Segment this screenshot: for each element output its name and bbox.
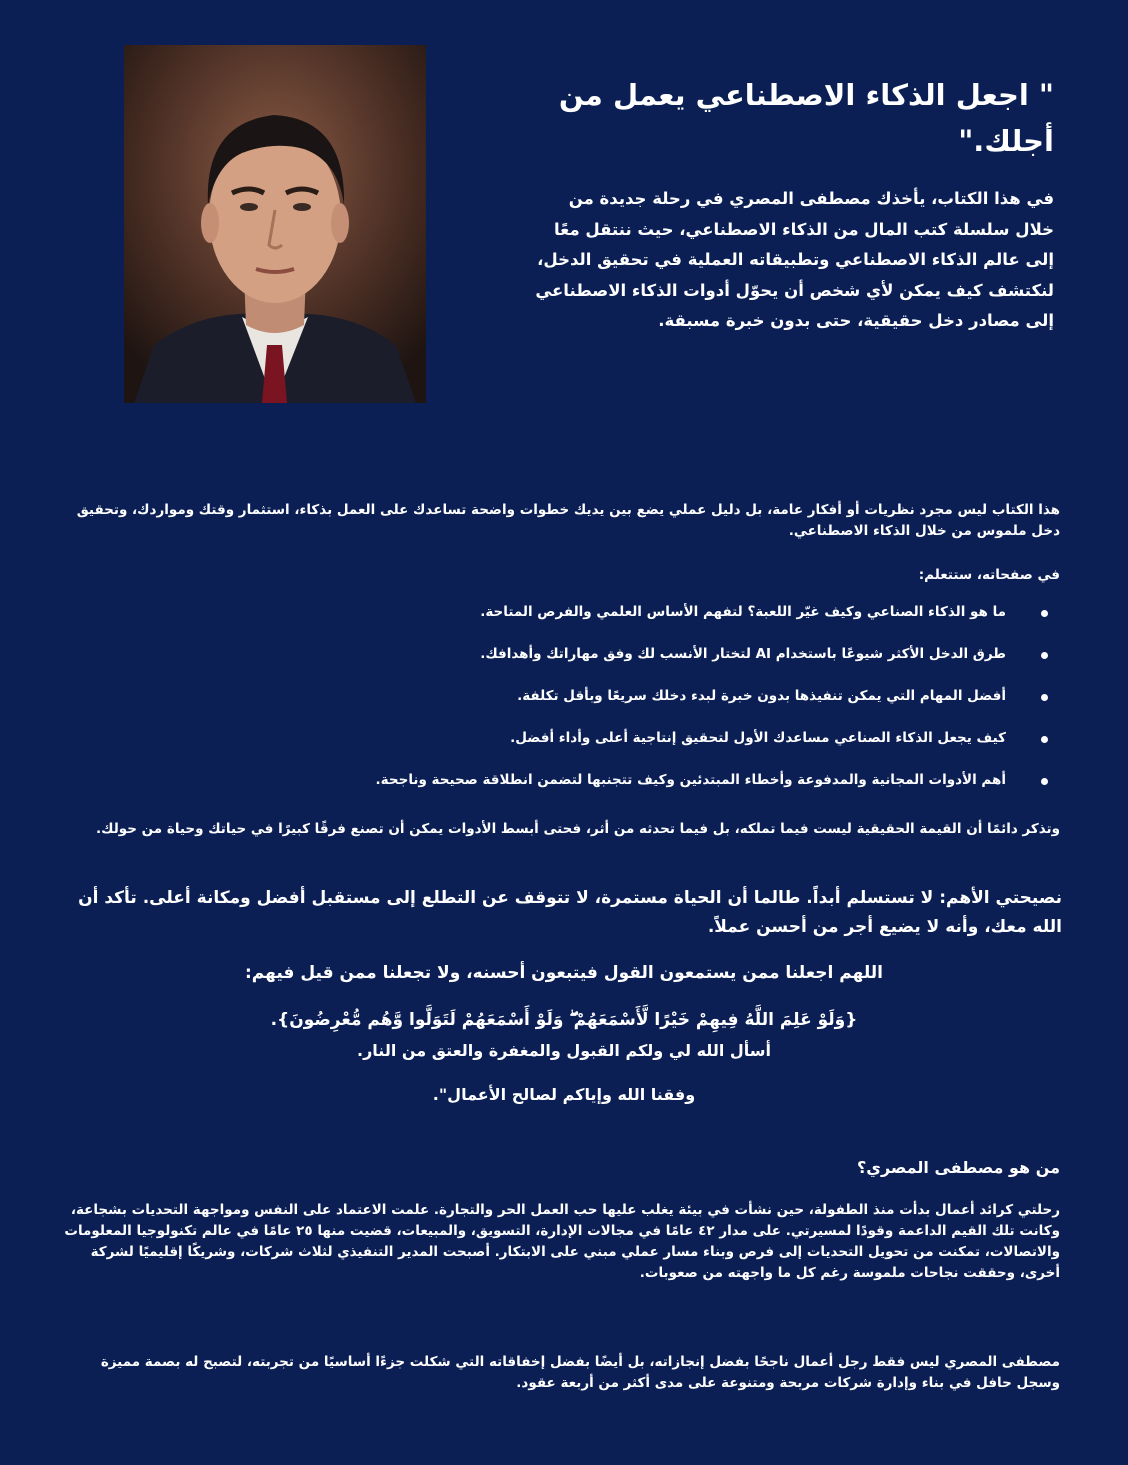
bullet-icon [1041, 652, 1048, 659]
list-item-text: أفضل المهام التي يمكن تنفيذها بدون خبرة لبدء دخلك سريعًا وبأقل تكلفة. [517, 688, 1006, 704]
prayer-line: أسأل الله لي ولكم القبول والمغفرة والعتق من النار. [356, 1041, 771, 1060]
learn-heading: في صفحاته، ستتعلم: [918, 567, 1060, 583]
author-portrait [124, 45, 426, 403]
bullet-icon [1041, 778, 1048, 785]
list-item-text: ما هو الذكاء الصناعي وكيف غيّر اللعبة؟ لتفهم الأساس العلمي والفرص المتاحة. [480, 604, 1006, 620]
remember-paragraph: وتذكر دائمًا أن القيمة الحقيقية ليست فيما تملكه، بل فيما تحدثه من أثر، فحتى أبسط الأدوات يمكن أن تصنع فرقًا كبيرًا في حياتك وحياة من حولك. [96, 821, 1060, 837]
list-item [120, 730, 1024, 772]
advice-paragraph: نصيحتي الأهم: لا تستسلم أبداً. طالما أن الحياة مستمرة، لا تتوقف عن التطلع إلى مستقبل أفضل ومكانة أعلى. تأكد أن الله معك، وأنه لا يضيع أجر من أحسن عملاً. [78, 888, 1062, 937]
list-item-text: أهم الأدوات المجانية والمدفوعة وأخطاء المبتدئين وكيف تتجنبها لتضمن انطلاقة صحيحة وناجحة. [375, 772, 1006, 788]
list-item [120, 604, 1024, 646]
bullet-icon [1041, 736, 1048, 743]
book-description: هذا الكتاب ليس مجرد نظريات أو أفكار عامة، بل دليل عملي يضع بين يديك خطوات واضحة تساعدك على العمل بذكاء، استثمار وقتك ومواردك، وتحقيق دخل ملموس من خلال الذكاء الاصطناعي. [76, 502, 1060, 539]
learning-points-list [120, 604, 1024, 814]
bullet-icon [1041, 694, 1048, 701]
list-item [120, 646, 1024, 688]
bullet-icon [1041, 610, 1048, 617]
author-section-title: من هو مصطفى المصري؟ [857, 1158, 1060, 1177]
list-item [120, 688, 1024, 730]
author-photo-illustration [124, 45, 426, 403]
headline-quote: " اجعل الذكاء الاصطناعي يعمل من أجلك." [558, 78, 1054, 158]
intro-paragraph: في هذا الكتاب، يأخذك مصطفى المصري في رحلة جديدة من خلال سلسلة كتب المال من الذكاء الاصطناعي، حيث ننتقل معًا إلى عالم الذكاء الاصطناعي وتطبيقاته العملية في تحقيق الدخل، لنكتشف كيف يمكن لأي شخص أن يحوّل أدوات الذكاء الاصطناعي إلى مصادر دخل حقيقية، حتى بدون خبرة مسبقة. [535, 189, 1054, 330]
dua-line: اللهم اجعلنا ممن يستمعون القول فيتبعون أحسنه، ولا تجعلنا ممن قيل فيهم: [244, 963, 883, 983]
list-item-text: كيف يجعل الذكاء الصناعي مساعدك الأول لتحقيق إنتاجية أعلى وأداء أفضل. [510, 730, 1006, 746]
list-item-text: طرق الدخل الأكثر شيوعًا باستخدام AI لتختار الأنسب لك وفق مهاراتك وأهدافك. [480, 646, 1006, 662]
author-bio-paragraph: رحلتي كرائد أعمال بدأت منذ الطفولة، حين نشأت في بيئة يغلب عليها حب العمل الحر والتجارة. علمت الاعتماد على النفس ومواجهة التحديات بشجاعة، وكانت تلك القيم الداعمة وقودًا لمسيرتي. على مدار ٤٢ عامًا في مجالات الإدارة، التسويق، والمبيعات، قضيت منها ٢٥ عامًا في عالم تكنولوجيا المعلومات والاتصالات، تمكنت من تحويل التحديات إلى فرص وبناء مسار عملي مبني على الابتكار. أصبحت المدير التنفيذي لثلاث شركات، وشريكًا إقليميًا لشركة أخرى، وحققت نجاحات ملموسة رغم كل ما واجهته من صعوبات. [64, 1202, 1060, 1281]
quran-verse: {وَلَوْ عَلِمَ اللَّهُ فِيهِمْ خَيْرًا لَّأَسْمَعَهُمْ ۖ وَلَوْ أَسْمَعَهُمْ لَتَوَلَّوا وَّهُم مُّعْرِضُونَ}. [270, 1010, 858, 1030]
list-item [120, 772, 1024, 814]
closing-line: وفقنا الله وإياكم لصالح الأعمال". [432, 1085, 696, 1104]
author-bio-summary: مصطفى المصري ليس فقط رجل أعمال ناجحًا بفضل إنجازاته، بل أيضًا بفضل إخفاقاته التي شكلت جزءًا أساسيًا من تجربته، لتصبح له بصمة مميزة وسجل حافل في بناء وإدارة شركات مربحة ومتنوعة على مدى أكثر من أربعة عقود. [100, 1354, 1060, 1391]
